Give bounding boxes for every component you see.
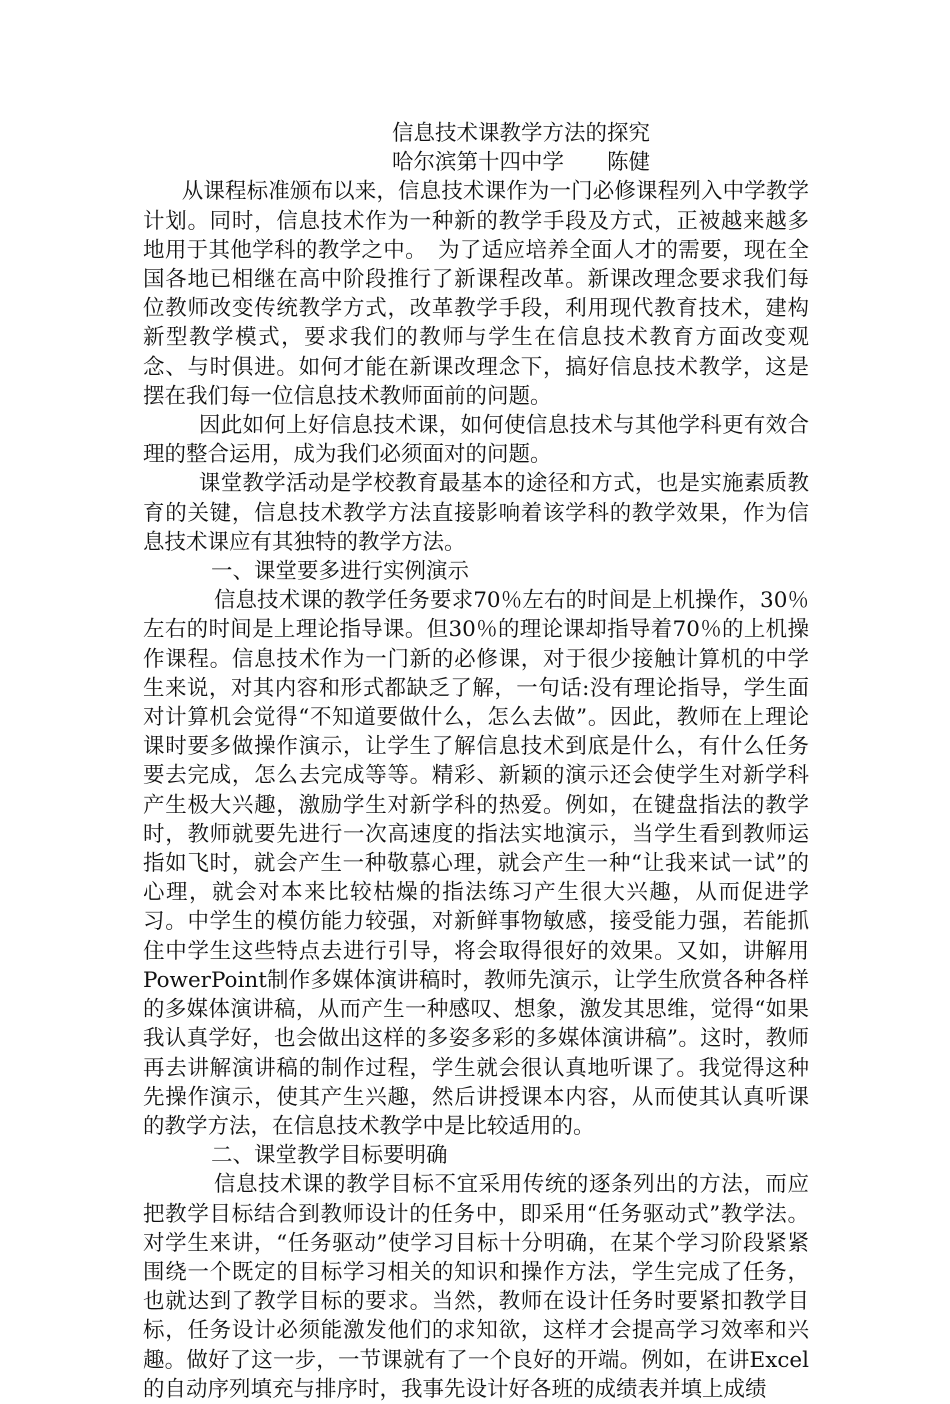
paragraph-intro: 从课程标准颁布以来，信息技术课作为一门必修课程列入中学教学计划。同时，信息技术作为一种新的教学手段及方式，正被越来越多地用于其他学科的教学之中。 为了适应培养全面人才的需要，现在全国各地已相继在高中阶段推行了新课程改革。新课改理念要求我们每位教师改变传统教学方式，改革教学手段，利用现代教育技术，建构新型教学模式，要求我们的教师与学生在信息技术教育方面改变观念、与时俱进。如何才能在新课改理念下，搞好信息技术教学，这是摆在我们每一位信息技术教师面前的问题。 bbox=[143, 179, 809, 409]
section-heading-2: 二、课堂教学目标要明确 bbox=[211, 1143, 448, 1169]
document-title: 信息技术课教学方法的探究 bbox=[391, 121, 650, 146]
document-body bbox=[143, 119, 809, 1404]
paragraph-question: 因此如何上好信息技术课，如何使信息技术与其他学科更有效合理的整合运用，成为我们必须面对的问题。 bbox=[143, 413, 809, 468]
author-line: 哈尔滨第十四中学 陈健 bbox=[391, 150, 650, 176]
section-body-1: 信息技术课的教学任务要求70％左右的时间是上机操作，30％左右的时间是上理论指导课。但30％的理论课却指导着70％的上机操作课程。信息技术作为一门新的必修课，对于很少接触计算机的中学生来说，对其内容和形式都缺乏了解，一句话:没有理论指导，学生面对计算机会觉得“不知道要做什么，怎么去做”。因此，教师在上理论课时要多做操作演示，让学生了解信息技术到底是什么，有什么任务要去完成，怎么去完成等等。精彩、新颖的演示还会使学生对新学科产生极大兴趣，激励学生对新学科的热爱。例如，在键盘指法的教学时，教师就要先进行一次高速度的指法实地演示，当学生看到教师运指如飞时，就会产生一种敬慕心理，就会产生一种“让我来试一试”的心理，就会对本来比较枯燥的指法练习产生很大兴趣，从而促进学习。中学生的模仿能力较强，对新鲜事物敏感，接受能力强，若能抓住中学生这些特点去进行引导，将会取得很好的效果。又如，讲解用PowerPoint制作多媒体演讲稿时，教师先演示，让学生欣赏各种各样的多媒体演讲稿，从而产生一种感叹、想象，激发其思维，觉得“如果我认真学好，也会做出这样的多姿多彩的多媒体演讲稿”。这时，教师再去讲解演讲稿的制作过程，学生就会很认真地听课了。我觉得这种先操作演示，使其产生兴趣，然后讲授课本内容，从而使其认真听课的教学方法，在信息技术教学中是比较适用的。 bbox=[143, 588, 809, 1139]
section-heading-1: 一、课堂要多进行实例演示 bbox=[211, 559, 470, 585]
section-body-2: 信息技术课的教学目标不宜采用传统的逐条列出的方法，而应把教学目标结合到教师设计的任务中，即采用“任务驱动式”教学法。对学生来讲，“任务驱动”使学习目标十分明确，在某个学习阶段紧紧围绕一个既定的目标学习相关的知识和操作方法，学生完成了任务，也就达到了教学目标的要求。当然，教师在设计任务时要紧扣教学目标，任务设计必须能激发他们的求知欲，这样才会提高学习效率和兴趣。做好了这一步，一节课就有了一个良好的开端。例如，在讲Excel的自动序列填充与排序时，我事先设计好各班的成绩表并填上成绩 bbox=[143, 1172, 809, 1402]
paragraph-classroom: 课堂教学活动是学校教育最基本的途径和方式，也是实施素质教育的关键，信息技术教学方法直接影响着该学科的教学效果，作为信息技术课应有其独特的教学方法。 bbox=[143, 471, 809, 555]
